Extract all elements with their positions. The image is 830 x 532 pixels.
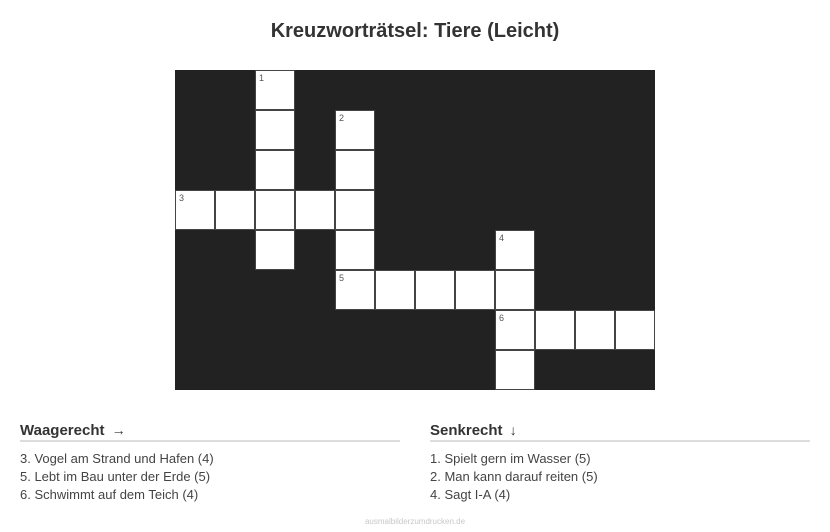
crossword-cell[interactable] bbox=[295, 190, 335, 230]
crossword-cell[interactable] bbox=[335, 190, 375, 230]
crossword-cell[interactable] bbox=[495, 230, 535, 270]
crossword-cell[interactable] bbox=[535, 310, 575, 350]
down-heading-label: Senkrecht bbox=[430, 422, 503, 439]
crossword-cell[interactable] bbox=[335, 150, 375, 190]
down-clue-list bbox=[430, 450, 810, 504]
clue-number: 4 bbox=[499, 233, 505, 243]
crossword-cell[interactable] bbox=[375, 270, 415, 310]
crossword-cell[interactable] bbox=[255, 110, 295, 150]
across-clues-section bbox=[20, 422, 400, 504]
clue-number: 6 bbox=[499, 313, 505, 323]
crossword-cell[interactable] bbox=[575, 310, 615, 350]
across-clue: 3. Vogel am Strand und Hafen (4) bbox=[20, 451, 214, 466]
across-heading bbox=[20, 422, 400, 442]
crossword-cell[interactable] bbox=[255, 150, 295, 190]
crossword-cell[interactable] bbox=[255, 70, 295, 110]
across-clue: 5. Lebt im Bau unter der Erde (5) bbox=[20, 469, 211, 484]
crossword-cell[interactable] bbox=[495, 270, 535, 310]
clue-number: 2 bbox=[339, 113, 345, 123]
footer-credit: ausmalbilderzumdrucken.de bbox=[364, 517, 466, 526]
crossword-grid bbox=[175, 70, 655, 390]
crossword-cell[interactable] bbox=[335, 270, 375, 310]
clue-number: 1 bbox=[259, 73, 265, 83]
crossword-cell[interactable] bbox=[615, 310, 655, 350]
crossword-cell[interactable] bbox=[415, 270, 455, 310]
down-clues-section bbox=[430, 422, 810, 504]
crossword-cell[interactable] bbox=[455, 270, 495, 310]
right-arrow-icon: → bbox=[111, 422, 126, 438]
crossword-cell[interactable] bbox=[335, 110, 375, 150]
clue-number: 3 bbox=[179, 193, 185, 203]
down-clue: 4. Sagt I-A (4) bbox=[430, 487, 511, 502]
crossword-cell[interactable] bbox=[175, 190, 215, 230]
puzzle-title: Kreuzworträtsel: Tiere (Leicht) bbox=[270, 20, 560, 42]
crossword-cell[interactable] bbox=[255, 230, 295, 270]
crossword-cell[interactable] bbox=[495, 310, 535, 350]
across-clue: 6. Schwimmt auf dem Teich (4) bbox=[20, 487, 199, 502]
crossword-cell[interactable] bbox=[215, 190, 255, 230]
crossword-cell[interactable] bbox=[495, 350, 535, 390]
down-clue: 2. Man kann darauf reiten (5) bbox=[430, 469, 598, 484]
clue-number: 5 bbox=[339, 273, 345, 283]
crossword-cell[interactable] bbox=[255, 190, 295, 230]
crossword-cell[interactable] bbox=[335, 230, 375, 270]
down-arrow-icon: ↓ bbox=[509, 422, 517, 438]
across-clue-list bbox=[20, 450, 400, 504]
down-clue: 1. Spielt gern im Wasser (5) bbox=[430, 451, 591, 466]
across-heading-label: Waagerecht bbox=[20, 422, 105, 439]
down-heading bbox=[430, 422, 810, 442]
